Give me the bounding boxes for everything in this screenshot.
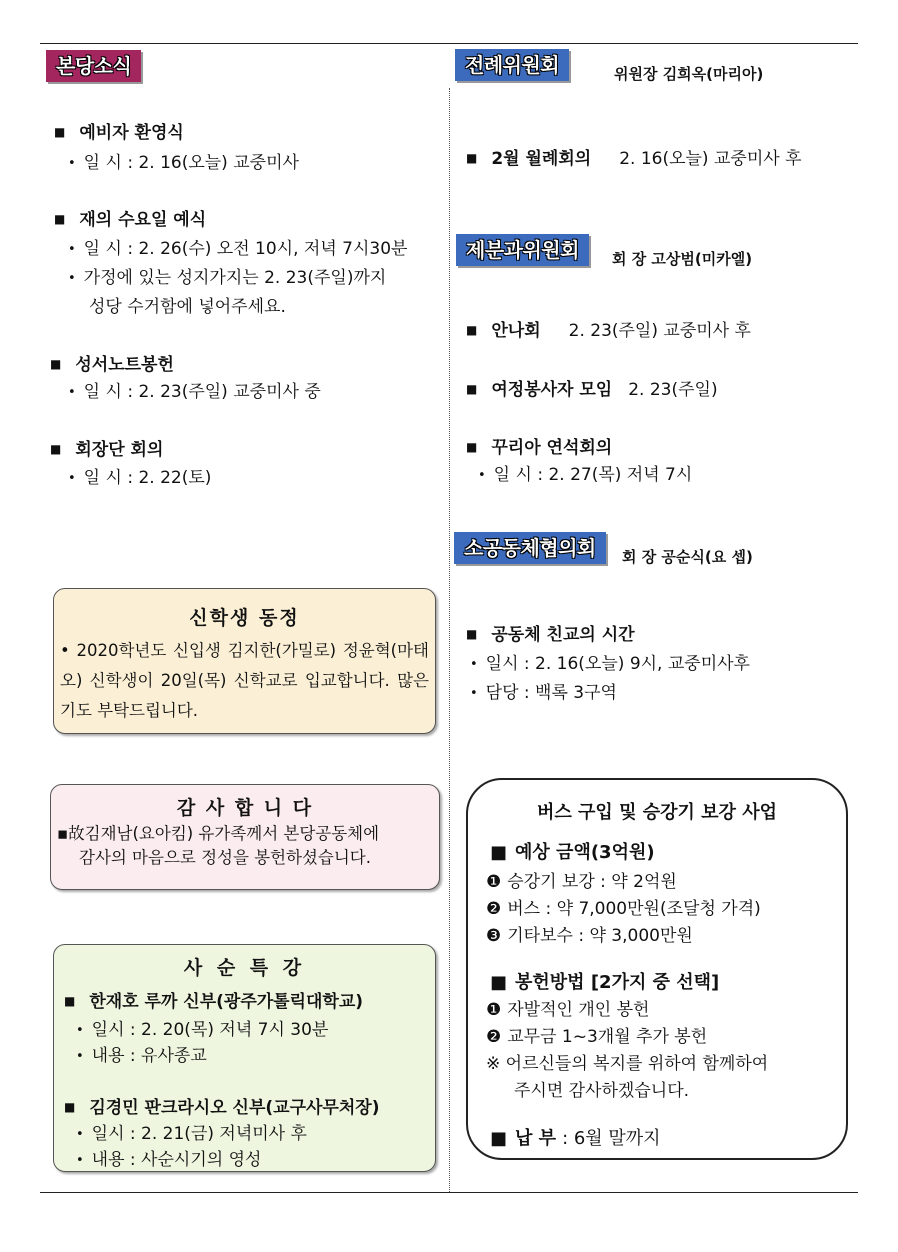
square-bullet-icon: ■ xyxy=(54,125,66,139)
item-row: ■ 꾸리아 연석회의 xyxy=(466,438,613,458)
item-line: • 일시 : 2. 16(오늘) 9시, 교중미사후 xyxy=(470,654,750,674)
section-line: • 일 시 : 2. 26(수) 오전 10시, 저녁 7시30분 xyxy=(68,239,408,259)
square-bullet-icon: ■ xyxy=(490,972,508,993)
amount-item: ❸ 기타보수 : 약 3,000만원 xyxy=(486,926,693,946)
section-line: • 가정에 있는 성지가지는 2. 23(주일)까지 xyxy=(68,268,387,288)
lecture-line: • 일시 : 2. 20(목) 저녁 7시 30분 xyxy=(76,1020,329,1040)
item-row: ■ 2월 월례회의 2. 16(오늘) 교중미사 후 xyxy=(466,149,802,169)
bullet-icon: • xyxy=(68,271,76,286)
method-item: ❶ 자발적인 개인 봉헌 xyxy=(486,1000,650,1020)
item-row: ■ 공동체 친교의 시간 xyxy=(466,625,635,645)
square-bullet-icon: ■ xyxy=(50,442,62,456)
square-bullet-icon: ■ xyxy=(54,212,66,226)
box-title: 사 순 특 강 xyxy=(183,957,306,979)
square-bullet-icon: ■ xyxy=(490,1128,508,1149)
bullet-icon: • xyxy=(470,657,478,672)
payment-row: ■ 납 부 : 6월 말까지 xyxy=(490,1128,661,1149)
bullet-icon: • xyxy=(76,1023,84,1038)
method-item: ❷ 교무금 1~3개월 추가 봉헌 xyxy=(486,1027,708,1047)
square-bullet-icon: ■ xyxy=(466,382,478,396)
box-text: • 2020학년도 신입생 김지한(가밀로) 정윤혁(마태오) 신학생이 20일(목) 신학교로 입교합니다. 많은 기도 부탁드립니다. xyxy=(60,641,429,720)
bullet-icon: • xyxy=(76,1127,84,1142)
item-line: • 일 시 : 2. 27(목) 저녁 7시 xyxy=(478,465,693,485)
seminarian-news-box xyxy=(53,588,436,734)
section-line: • 일 시 : 2. 23(주일) 교중미사 중 xyxy=(68,382,321,402)
section-line: • 일 시 : 2. 16(오늘) 교중미사 xyxy=(68,153,299,173)
committee-header: 제분과위원회 xyxy=(456,234,589,266)
bullet-icon: • xyxy=(76,1049,84,1064)
bus-project-box xyxy=(466,778,848,1160)
note-line: 주시면 감사하겠습니다. xyxy=(514,1081,690,1101)
method-title: ■ 봉헌방법 [2가지 중 선택] xyxy=(490,972,720,993)
top-rule xyxy=(40,43,858,44)
item-row: ■ 안나회 2. 23(주일) 교중미사 후 xyxy=(466,321,751,341)
square-bullet-icon: ■ xyxy=(466,151,478,165)
box-title: 감 사 합 니 다 xyxy=(176,797,314,819)
square-bullet-icon: ■ xyxy=(466,627,478,641)
section-line: 성당 수거함에 넣어주세요. xyxy=(89,297,286,317)
lecture-line: • 내용 : 유사종교 xyxy=(76,1046,207,1066)
officer-name: 회 장 고상범(미카엘) xyxy=(612,250,753,268)
section-line: • 일 시 : 2. 22(토) xyxy=(68,468,212,488)
bullet-icon: • xyxy=(68,385,76,400)
item-line: • 담당 : 백록 3구역 xyxy=(470,683,617,703)
box-text: ▪故김재남(요아킴) 유가족께서 본당공동체에 xyxy=(57,824,380,843)
bottom-rule xyxy=(40,1192,858,1193)
square-bullet-icon: ■ xyxy=(64,994,76,1008)
square-bullet-icon: ■ xyxy=(466,323,478,337)
section-title: ■ 회장단 회의 xyxy=(50,440,164,460)
note-line: ※ 어르신들의 복지를 위하여 함께하여 xyxy=(486,1054,769,1074)
square-bullet-icon: ■ xyxy=(64,1100,76,1114)
officer-name: 회 장 공순식(요 셉) xyxy=(622,548,753,566)
box-title: 신학생 동정 xyxy=(189,607,300,629)
lecture-line: • 내용 : 사순시기의 영성 xyxy=(76,1150,262,1170)
bullet-icon: • xyxy=(470,686,478,701)
community-council-header: 소공동체협의회 xyxy=(454,532,606,564)
bullet-icon: • xyxy=(68,242,76,257)
liturgy-committee-header: 전례위원회 xyxy=(455,49,569,81)
section-title: ■ 재의 수요일 예식 xyxy=(54,210,207,230)
item-row: ■ 여정봉사자 모임 2. 23(주일) xyxy=(466,380,718,400)
box-text: 감사의 마음으로 정성을 봉헌하셨습니다. xyxy=(79,848,371,867)
amount-item: ❷ 버스 : 약 7,000만원(조달청 가격) xyxy=(486,899,761,919)
parish-news-header: 본당소식 xyxy=(46,50,141,82)
bullet-icon: • xyxy=(76,1153,84,1168)
square-bullet-icon: ■ xyxy=(50,357,62,371)
section-title: ■ 성서노트봉헌 xyxy=(50,355,174,375)
lecture-title: ■ 한재호 루까 신부(광주가톨릭대학교) xyxy=(64,992,364,1012)
lecture-line: • 일시 : 2. 21(금) 저녁미사 후 xyxy=(76,1124,307,1144)
square-bullet-icon: ■ xyxy=(490,842,508,863)
officer-name: 위원장 김희옥(마리아) xyxy=(614,65,764,83)
lecture-title: ■ 김경민 판크라시오 신부(교구사무처장) xyxy=(64,1098,380,1118)
bullet-icon: • xyxy=(478,468,486,483)
box-title: 버스 구입 및 승강기 보강 사업 xyxy=(537,802,777,823)
lent-lecture-box xyxy=(53,944,436,1172)
column-divider xyxy=(449,88,450,1192)
amount-item: ❶ 승강기 보강 : 약 2억원 xyxy=(486,872,677,892)
square-bullet-icon: ■ xyxy=(466,440,478,454)
thanks-box xyxy=(50,784,440,890)
bullet-icon: • xyxy=(68,156,76,171)
bullet-icon: • xyxy=(68,471,76,486)
section-title: ■ 예비자 환영식 xyxy=(54,123,184,143)
amount-title: ■ 예상 금액(3억원) xyxy=(490,842,655,863)
